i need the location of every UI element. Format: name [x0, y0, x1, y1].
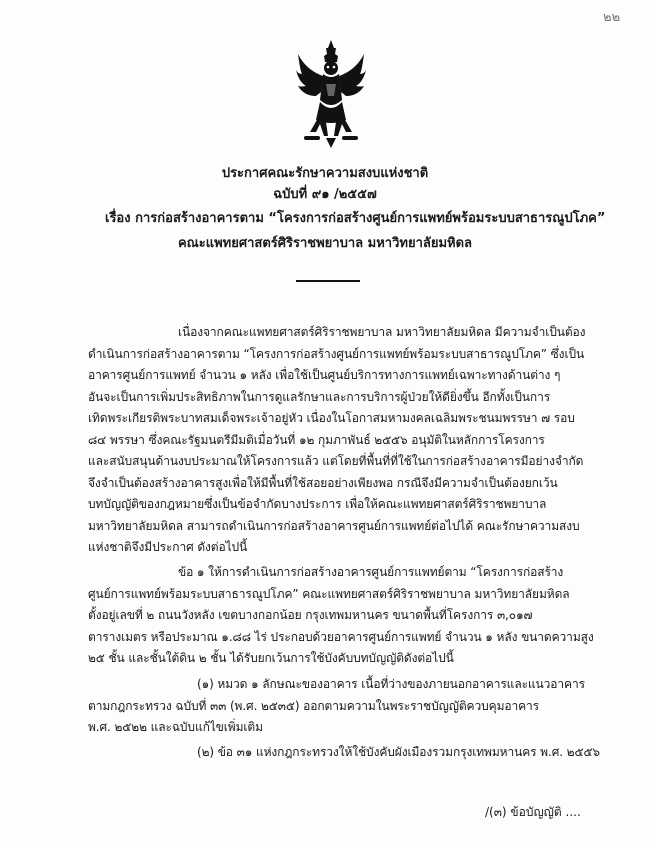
body-line: แห่งชาติจึงมีประกาศ ดังต่อไปนี้	[88, 540, 248, 554]
body-line: เนื่องจากคณะแพทยศาสตร์ศิริราชพยาบาล มหาวิทยาลัยมหิดล มีความจำเป็นต้อง	[178, 325, 586, 339]
clause-1-line: ๒๕ ชั้น และชั้นใต้ดิน ๒ ชั้น ได้รับยกเว้นการใช้บังคับบทบัญญัติดังต่อไปนี้	[88, 651, 454, 665]
clause-1-line: ข้อ ๑ ให้การดำเนินการก่อสร้างอาคารศูนย์การแพทย์ตาม “โครงการก่อสร้าง	[178, 565, 564, 579]
body-line: ๘๔ พรรษา ซึ่งคณะรัฐมนตรีมีมติเมื่อวันที่ ๑๒ กุมภาพันธ์ ๒๕๕๖ อนุมัติในหลักการโครงการ	[88, 433, 545, 447]
announcement-faculty: คณะแพทยศาสตร์ศิริราชพยาบาล มหาวิทยาลัยมหิดล	[177, 236, 472, 251]
sub-clause-1-line: พ.ศ. ๒๕๒๒ และฉบับแก้ไขเพิ่มเติม	[88, 720, 263, 734]
sub-clause-2-line: (๒) ข้อ ๓๑ แห่งกฎกระทรวงให้ใช้บังคับผังเมืองรวมกรุงเทพมหานคร พ.ศ. ๒๕๕๖	[197, 745, 600, 759]
clause-1-line: ตั้งอยู่เลขที่ ๒ ถนนวังหลัง เขตบางกอกน้อย กรุงเทพมหานคร ขนาดพื้นที่โครงการ ๓,๐๑๗	[88, 608, 533, 622]
page-number: ๒๒	[603, 10, 621, 25]
sub-clause-1-line: ตามกฎกระทรวง ฉบับที่ ๓๓ (พ.ศ. ๒๕๓๕) ออกตามความในพระราชบัญญัติควบคุมอาคาร	[88, 699, 540, 713]
body-line: ดำเนินการก่อสร้างอาคารตาม “โครงการก่อสร้างศูนย์การแพทย์พร้อมระบบสาธารณูปโภค” ซึ่งเป็น	[88, 347, 585, 361]
announcement-number: ฉบับที่ ๙๑ /๒๕๕๗	[273, 187, 377, 202]
body-line: เทิดพระเกียรติพระบาทสมเด็จพระเจ้าอยู่หัว เนื่องในโอกาสมหามงคลเฉลิมพระชนมพรรษา ๗ รอบ	[88, 411, 575, 425]
announcement-title: ประกาศคณะรักษาความสงบแห่งชาติ	[221, 166, 429, 181]
sub-clause-1-line: (๑) หมวด ๑ ลักษณะของอาคาร เนื้อที่ว่างของภายนอกอาคารและแนวอาคาร	[197, 677, 585, 691]
clause-1-line: ศูนย์การแพทย์พร้อมระบบสาธารณูปโภค” คณะแพทยศาสตร์ศิริราชพยาบาล มหาวิทยาลัยมหิดล	[88, 587, 570, 601]
body-line: จึงจำเป็นต้องสร้างอาคารสูงเพื่อให้มีพื้นที่ใช้สอยอย่างเพียงพอ กรณีจึงมีความจำเป็นต้องยกเว้น	[88, 476, 558, 490]
body-line: มหาวิทยาลัยมหิดล สามารถดำเนินการก่อสร้างอาคารศูนย์การแพทย์ต่อไปได้ คณะรักษาความสงบ	[88, 519, 580, 533]
garuda-emblem-icon	[296, 40, 366, 150]
clause-1-line: ตารางเมตร หรือประมาณ ๑.๘๘ ไร่ ประกอบด้วยอาคารศูนย์การแพทย์ จำนวน ๑ หลัง ขนาดความสูง	[88, 630, 594, 644]
body-line: บทบัญญัติของกฎหมายซึ่งเป็นข้อจำกัดบางประการ เพื่อให้คณะแพทยศาสตร์ศิริราชพยาบาล	[88, 497, 547, 511]
body-line: อันจะเป็นการเพิ่มประสิทธิภาพในการดูแลรักษาและการบริการผู้ป่วยให้ดียิ่งขึ้น อีกทั้งเป็นการ	[88, 390, 551, 404]
title-divider	[296, 280, 360, 282]
body-line: อาคารศูนย์การแพทย์ จำนวน ๑ หลัง เพื่อใช้เป็นศูนย์บริการทางการแพทย์เฉพาะทางด้านต่าง ๆ	[88, 368, 561, 382]
body-line: และสนับสนุนด้านงบประมาณให้โครงการแล้ว แต่โดยที่พื้นที่ที่ใช้ในการก่อสร้างอาคารมีอย่างจำกัด	[88, 454, 584, 468]
announcement-subject: เรื่อง การก่อสร้างอาคารตาม “โครงการก่อสร้างศูนย์การแพทย์พร้อมระบบสาธารณูปโภค”	[105, 211, 606, 226]
continuation-note: /(๓) ข้อบัญญัติ ....	[485, 805, 581, 819]
